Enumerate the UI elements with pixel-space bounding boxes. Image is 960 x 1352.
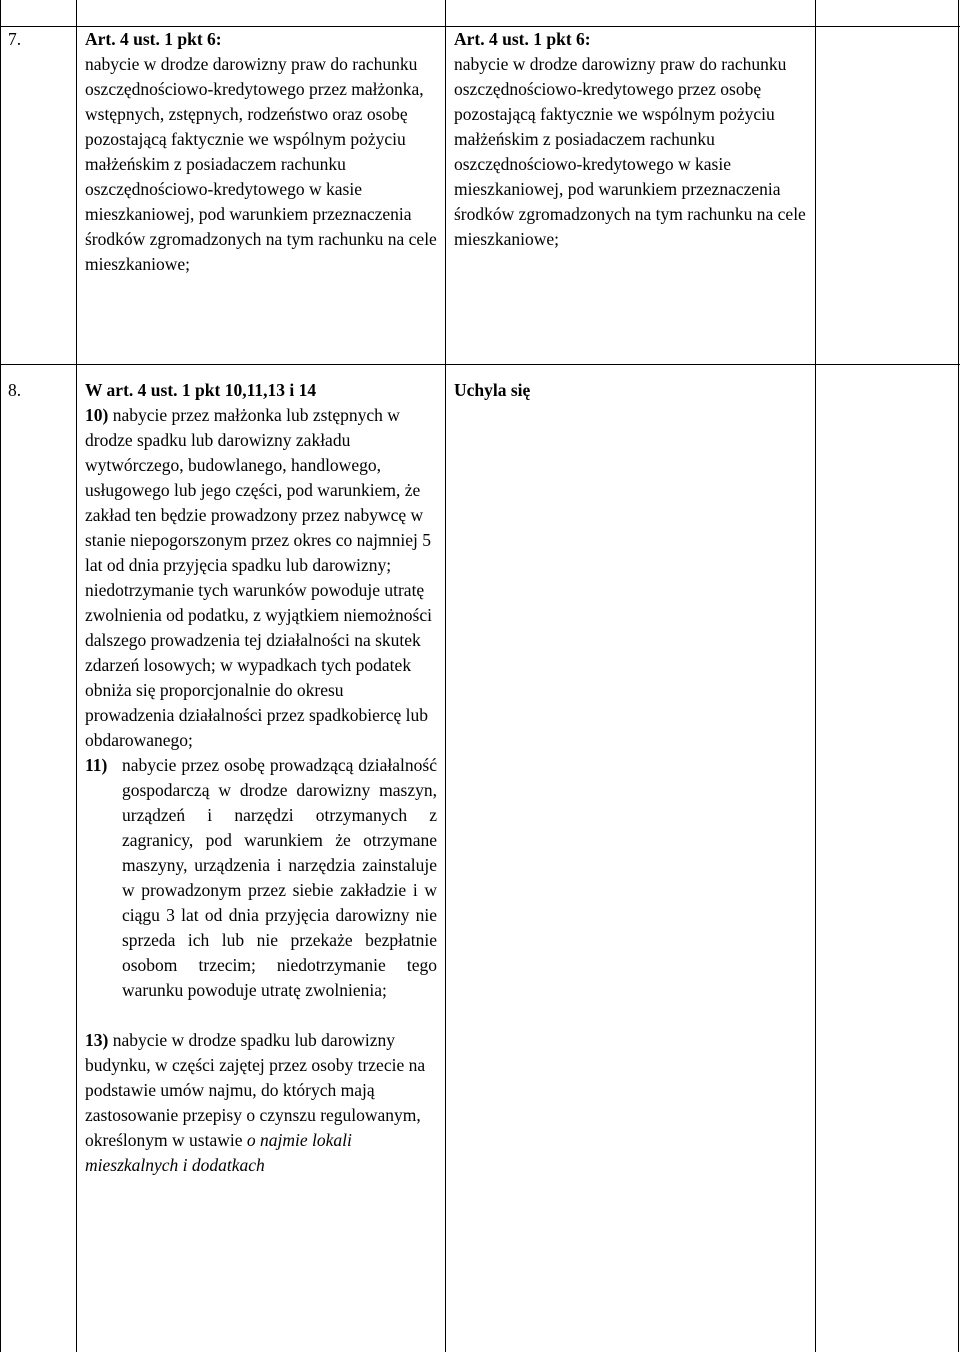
row-number: 7. [8, 29, 22, 49]
point-label: 11) [85, 755, 108, 775]
row-divider [0, 364, 960, 365]
column-divider [76, 0, 77, 1352]
column-divider [0, 0, 1, 1352]
point-label: 13) [85, 1030, 109, 1050]
point-text-italic: o najmie lokali mieszkalnych i dodatkach [85, 1130, 352, 1175]
row-number: 8. [8, 380, 22, 400]
column-divider [445, 0, 446, 1352]
point-text: nabycie przez małżonka lub zstępnych w drodze spadku lub darowizny zakładu wytwórczego, budowlanego, handlowego, usługowego lub jego części, pod warunkiem, że zakład ten będzie prowadzony przez nabywcę w stanie niepogorszonym przez okres co najmniej 5 lat od dnia przyjęcia spadku lub darowizny; niedotrzymanie tych warunków powoduje utratę zwolnienia od podatku, z wyjątkiem niemożności dalszego prowadzenia tej działalności na skutek zdarzeń losowych; w wypadkach tych podatek obniża się proporcjonalnie do okresu prowadzenia działalności przez spadkobiercę lub obdarowanego; [85, 405, 432, 750]
point-label: 10) [85, 405, 109, 425]
provision-heading: Art. 4 ust. 1 pkt 6: [85, 29, 222, 49]
point-11 [85, 753, 437, 1003]
column-divider [815, 0, 816, 1352]
proposed-provision-cell [454, 378, 806, 403]
provision-heading: W art. 4 ust. 1 pkt 10,11,13 i 14 [85, 380, 317, 400]
repeal-note: Uchyla się [454, 380, 531, 400]
proposed-provision-cell [454, 27, 806, 252]
provision-heading: Art. 4 ust. 1 pkt 6: [454, 29, 591, 49]
point-text: nabycie w drodze spadku lub darowizny budynku, w części zajętej przez osoby trzecie na podstawie umów najmu, do których mają zastosowanie przepisy o czynszu regulowanym, określonym w ustawie [85, 1030, 426, 1150]
original-provision-cell [85, 27, 437, 277]
point-text: nabycie przez osobę prowadzącą działalność gospodarczą w drodze darowizny maszyn, urządzeń i narzędzi otrzymanych z zagranicy, pod warunkiem że otrzymane maszyny, urządzenia i narzędzia zainstaluje w prowadzonym przez siebie zakładzie i w ciągu 3 lat od dnia przyjęcia darowizny nie sprzeda ich lub nie przekaże bezpłatnie osobom trzecim; niedotrzymanie tego warunku powoduje utratę zwolnienia; [122, 755, 437, 1000]
provision-text: nabycie w drodze darowizny praw do rachunku oszczędnościowo-kredytowego przez małżonka, wstępnych, zstępnych, rodzeństwo oraz osobę pozostającą faktycznie we wspólnym pożyciu małżeńskim z posiadaczem rachunku oszczędnościowo-kredytowego w kasie mieszkaniowej, pod warunkiem przeznaczenia środków zgromadzonych na tym rachunku na cele mieszkaniowe; [85, 54, 437, 274]
point-13 [85, 1028, 437, 1178]
point-10 [85, 403, 437, 753]
original-provision-cell [85, 378, 437, 1178]
column-divider [958, 0, 959, 1352]
provision-text: nabycie w drodze darowizny praw do rachunku oszczędnościowo-kredytowego przez osobę pozostającą faktycznie we wspólnym pożyciu małżeńskim z posiadaczem rachunku oszczędnościowo-kredytowego w kasie mieszkaniowej, pod warunkiem przeznaczenia środków zgromadzonych na tym rachunku na cele mieszkaniowe; [454, 54, 806, 249]
